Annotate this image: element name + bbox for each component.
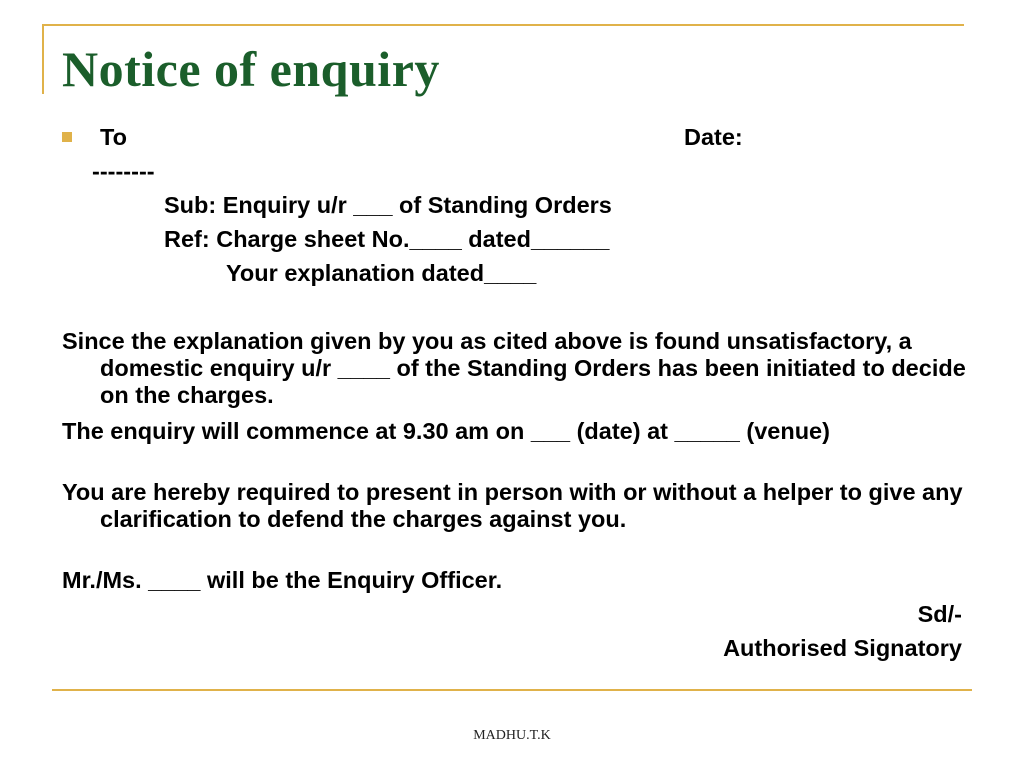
page-title: Notice of enquiry — [62, 41, 440, 97]
recipient-placeholder: -------- — [92, 158, 155, 184]
bullet-square-icon — [62, 132, 72, 142]
subject-line: Sub: Enquiry u/r ___ of Standing Orders — [164, 192, 612, 218]
paragraph-explanation: Since the explanation given by you as cited above is found unsatisfactory, a domestic enquiry u/r ____ of the Standing Orders has been initiated to decide on the charges. — [62, 328, 966, 408]
date-label: Date: — [684, 124, 743, 150]
paragraph-enquiry-officer: Mr./Ms. ____ will be the Enquiry Officer. — [62, 567, 503, 593]
signature-authorised-signatory: Authorised Signatory — [723, 635, 962, 661]
signature-sd: Sd/- — [917, 601, 962, 627]
paragraph-presence: You are hereby required to present in person with or without a helper to give any clarification to defend the charges against you. — [62, 479, 963, 532]
footer-author: MADHU.T.K — [473, 728, 551, 743]
frame-left-rule — [42, 24, 44, 94]
frame-bottom-rule — [52, 689, 972, 691]
explanation-reference-line: Your explanation dated____ — [226, 260, 537, 286]
paragraph-enquiry-time: The enquiry will commence at 9.30 am on ___ (date) at _____ (venue) — [62, 418, 830, 444]
reference-line: Ref: Charge sheet No.____ dated______ — [164, 226, 610, 252]
to-label: To — [100, 124, 127, 150]
frame-top-rule — [42, 24, 964, 26]
